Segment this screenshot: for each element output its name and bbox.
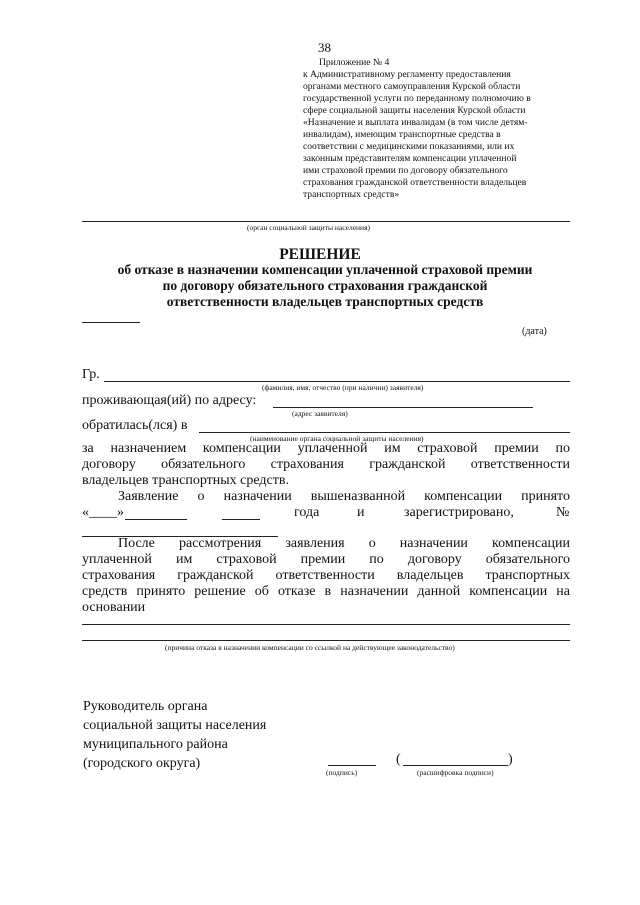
- body-paragraph-2: [82, 536, 570, 616]
- appendix-line: транспортных средств»: [303, 189, 400, 200]
- subtitle-line: ответственности владельцев транспортных средств: [166, 294, 484, 309]
- appendix-line: ими страховой премии по договору обязательного: [303, 165, 508, 176]
- signature-line[interactable]: [328, 765, 376, 766]
- address-caption: (адрес заявителя): [292, 409, 348, 418]
- appendix-header: [303, 57, 581, 201]
- citizen-label: Гр.: [82, 367, 100, 382]
- address-label: проживающая(ий) по адресу:: [82, 393, 257, 408]
- appendix-line: инвалидам), имеющим транспортные средства в: [303, 129, 501, 140]
- signatory-line: социальной защиты населения: [83, 718, 267, 733]
- statement-line: Заявление о назначении вышеназванной компенсации принято: [118, 489, 570, 504]
- applied-organ-line[interactable]: [199, 432, 570, 433]
- page-number: 38: [318, 40, 331, 55]
- reason-line-1[interactable]: [82, 624, 570, 625]
- appendix-line: «Назначение и выплата инвалидам (в том числе детям-: [303, 117, 528, 128]
- appendix-line: сфере социальной защиты населения Курской области: [303, 105, 526, 116]
- year-word: года: [294, 505, 320, 520]
- body-line: страхования гражданской ответственности владельцев транспортных: [82, 568, 570, 583]
- registered-word: зарегистрировано,: [404, 505, 514, 520]
- document-subtitle: [70, 262, 580, 310]
- appendix-line: законным представителям компенсации уплаченной: [303, 153, 517, 164]
- appendix-line: государственной услуги по переданному полномочию в: [303, 93, 531, 104]
- appendix-line: органами местного самоуправления Курской области: [303, 81, 521, 92]
- body-line: за назначением компенсации уплаченной им страховой премии по: [82, 441, 570, 456]
- number-sign: №: [556, 505, 570, 520]
- signatory-block: [83, 697, 266, 773]
- body-line: основании: [82, 600, 146, 615]
- document-title: РЕШЕНИЕ: [279, 246, 361, 263]
- signatory-line: муниципального района: [83, 737, 228, 752]
- body-line: владельцев транспортных средств.: [82, 473, 289, 488]
- year-line[interactable]: [222, 519, 260, 520]
- appendix-line: страхования гражданской ответственности владельцев: [303, 177, 527, 188]
- appendix-line: к Административному регламенту предоставления: [303, 69, 511, 80]
- signatory-line: (городского округа): [83, 756, 201, 771]
- decode-close-paren: ): [508, 752, 513, 767]
- applied-label: обратилась(лся) в: [82, 418, 188, 433]
- body-line: уплаченной им страховой премии по договору обязательного: [82, 552, 570, 567]
- and-word: и: [357, 505, 365, 520]
- citizen-caption: (фамилия, имя, отчество (при наличии) заявителя): [262, 383, 424, 392]
- signature-caption: (подпись): [326, 768, 358, 777]
- decode-open-paren: (: [396, 752, 401, 767]
- applied-caption: (наименование органа социальной защиты населения): [250, 434, 424, 443]
- date-line[interactable]: [82, 322, 140, 323]
- subtitle-line: по договору обязательного страхования гражданской: [162, 278, 488, 293]
- body-line: договору обязательного страхования гражданской ответственности: [82, 457, 570, 472]
- date-caption: (дата): [522, 326, 547, 337]
- appendix-line: соответствии с медицинскими показаниями, или их: [303, 141, 515, 152]
- appendix-line: Приложение № 4: [319, 57, 390, 68]
- reason-line-2[interactable]: [82, 640, 570, 641]
- signature-decode-line[interactable]: [403, 765, 508, 766]
- body-line: средств принято решение об отказе в назначении данной компенсации на: [82, 584, 570, 599]
- address-line[interactable]: [273, 407, 533, 408]
- body-line: После рассмотрения заявления о назначении компенсации: [118, 536, 570, 551]
- body-paragraph-1: [82, 441, 570, 489]
- date-quote: «____»: [82, 505, 124, 520]
- organ-caption: (орган социальной защиты населения): [247, 223, 371, 232]
- reason-caption: (причина отказа в назначении компенсации со ссылкой на действующее законодательство): [165, 643, 455, 652]
- signatory-line: Руководитель органа: [83, 699, 208, 714]
- citizen-name-line[interactable]: [104, 381, 570, 382]
- decode-caption: (расшифровка подписи): [417, 768, 494, 777]
- subtitle-line: об отказе в назначении компенсации уплаченной страховой премии: [117, 262, 533, 277]
- month-line[interactable]: [125, 519, 187, 520]
- organ-line[interactable]: [82, 221, 570, 222]
